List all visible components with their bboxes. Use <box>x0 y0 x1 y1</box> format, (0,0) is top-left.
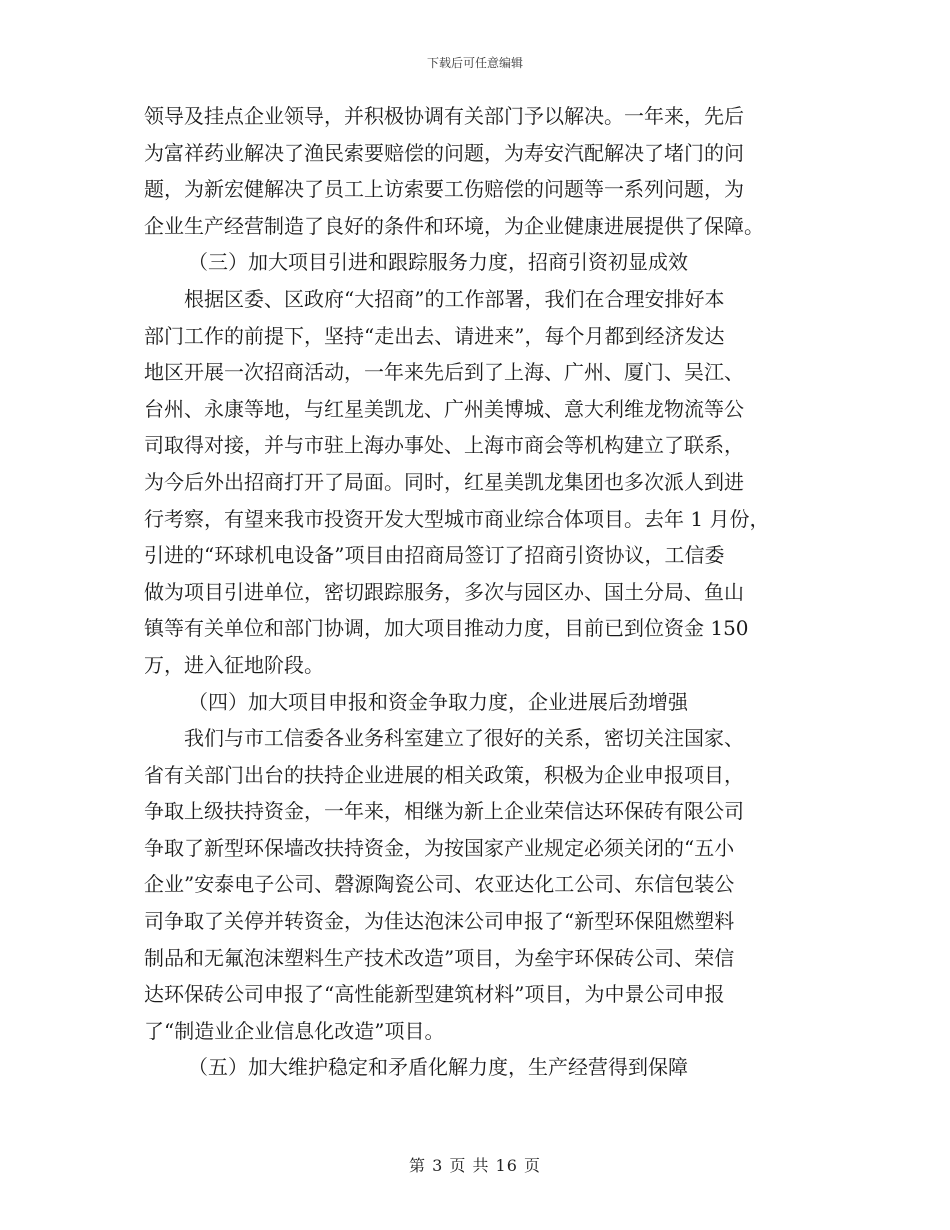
paragraph-line: 我们与市工信委各业务科室建立了很好的关系，密切关注国家、 <box>184 726 744 751</box>
page-number-footer: 第 3 页 共 16 页 <box>409 1156 541 1175</box>
paragraph-line: 引进的“环球机电设备”项目由招商局签订了招商引资协议，工信委 <box>144 543 725 568</box>
body-text <box>144 98 804 1086</box>
paragraph-line: 司争取了关停并转资金，为佳达泡沫公司申报了“新型环保阻燃塑料 <box>144 909 735 934</box>
paragraph-line: 做为项目引进单位，密切跟踪服务，多次与园区办、国土分局、鱼山 <box>144 579 744 604</box>
paragraph-line: 制品和无氟泡沫塑料生产技术改造”项目，为垒宇环保砖公司、荣信 <box>144 945 735 970</box>
paragraph-line: 企业生产经营制造了良好的条件和环境，为企业健康进展提供了保障。 <box>144 213 764 238</box>
paragraph-line: 司取得对接，并与市驻上海办事处、上海市商会等机构建立了联系， <box>144 433 744 458</box>
header-note: 下载后可任意编辑 <box>426 56 523 70</box>
paragraph-line: 镇等有关单位和部门协调，加大项目推动力度，目前已到位资金 150 <box>144 616 749 641</box>
paragraph-line: 题，为新宏健解决了员工上访索要工伤赔偿的问题等一系列问题，为 <box>144 177 744 202</box>
section-heading-4: （四）加大项目申报和资金争取力度，企业进展后劲增强 <box>188 689 688 714</box>
paragraph-line: 争取上级扶持资金，一年来，相继为新上企业荣信达环保砖有限公司 <box>144 799 744 824</box>
paragraph-line: 达环保砖公司申报了“高性能新型建筑材料”项目，为中景公司申报 <box>144 982 725 1007</box>
paragraph-line: 地区开展一次招商活动，一年来先后到了上海、广州、厦门、吴江、 <box>144 360 744 385</box>
paragraph-line: 争取了新型环保墙改扶持资金，为按国家产业规定必须关闭的“五小 <box>144 835 735 860</box>
paragraph-line: 为富祥药业解决了渔民索要赔偿的问题，为寿安汽配解决了堵门的问 <box>144 140 744 165</box>
section-heading-3: （三）加大项目引进和跟踪服务力度，招商引资初显成效 <box>188 250 688 275</box>
paragraph-line: 省有关部门出台的扶持企业进展的相关政策，积极为企业申报项目， <box>144 762 744 787</box>
paragraph-line: 部门工作的前提下，坚持“走出去、请进来”，每个月都到经济发达 <box>144 323 725 348</box>
paragraph-line: 台州、永康等地，与红星美凯龙、广州美博城、意大利维龙物流等公 <box>144 396 744 421</box>
paragraph-line: 领导及挂点企业领导，并积极协调有关部门予以解决。一年来，先后 <box>144 104 744 128</box>
paragraph-line: 为今后外出招商打开了局面。同时，红星美凯龙集团也多次派人到进 <box>144 469 744 494</box>
paragraph-line: 企业”安泰电子公司、磬源陶瓷公司、农亚达化工公司、东信包装公 <box>144 872 735 897</box>
paragraph-line: 根据区委、区政府“大招商”的工作部署，我们在合理安排好本 <box>184 286 725 311</box>
section-heading-5: （五）加大维护稳定和矛盾化解力度，生产经营得到保障 <box>188 1055 688 1080</box>
paragraph-line: 行考察，有望来我市投资开发大型城市商业综合体项目。去年 1 月份， <box>144 506 770 531</box>
paragraph-line: 万，进入征地阶段。 <box>144 652 324 677</box>
paragraph-line: 了“制造业企业信息化改造”项目。 <box>144 1018 445 1043</box>
